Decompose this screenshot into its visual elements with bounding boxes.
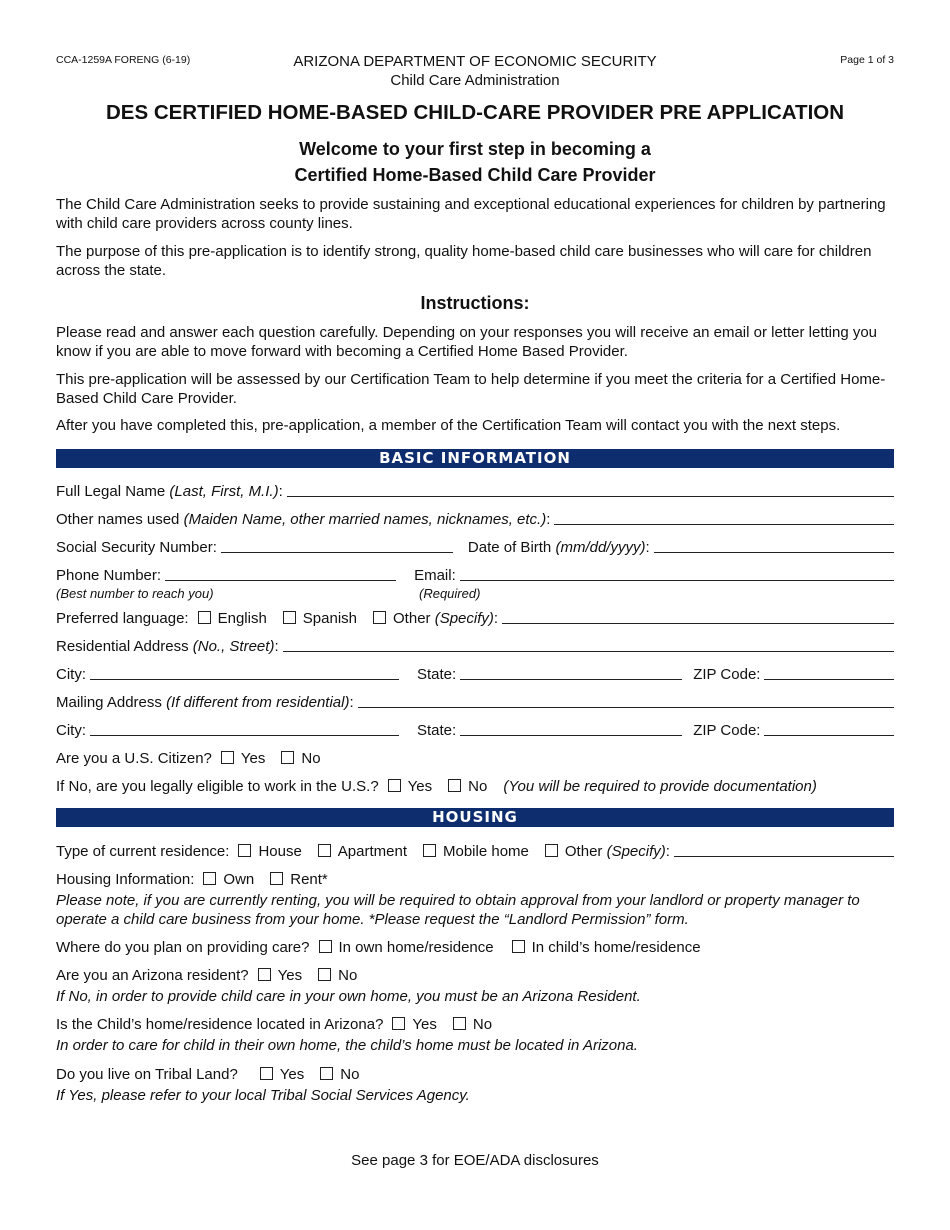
child-home-az-no-checkbox[interactable] bbox=[453, 1017, 466, 1030]
footer-disclosure: See page 3 for EOE/ADA disclosures bbox=[351, 1152, 599, 1169]
az-resident-yes-label: Yes bbox=[277, 967, 303, 984]
instructions-paragraph-3: After you have completed this, pre-application, a member of the Certification Team will contact you with the next steps. bbox=[56, 417, 841, 434]
residential-city-row bbox=[56, 661, 894, 683]
residential-state-field[interactable] bbox=[460, 678, 682, 680]
intro-paragraph-1: The Child Care Administration seeks to provide sustaining and exceptional educational experiences for children by partnering with child care providers across county lines. bbox=[56, 196, 886, 232]
residential-zip-label: ZIP Code: bbox=[693, 666, 761, 683]
az-resident-row bbox=[56, 962, 894, 984]
full-name-hint: (Last, First, M.I.) bbox=[169, 483, 279, 500]
child-home-label: In child’s home/residence bbox=[531, 939, 701, 956]
az-resident-yes-checkbox[interactable] bbox=[258, 968, 271, 981]
dob-label: Date of Birth bbox=[467, 539, 552, 556]
housing-info-label: Housing Information: bbox=[56, 871, 195, 888]
division-name: Child Care Administration bbox=[390, 72, 560, 89]
phone-label: Phone Number: bbox=[56, 567, 162, 584]
spanish-label: Spanish bbox=[302, 610, 358, 627]
tribal-note: If Yes, please refer to your local Tribal Social Services Agency. bbox=[56, 1087, 470, 1104]
section-header-basic-information: BASIC INFORMATION bbox=[56, 449, 894, 468]
page-title: DES CERTIFIED HOME-BASED CHILD-CARE PROVIDER PRE APPLICATION bbox=[105, 101, 845, 124]
spanish-checkbox[interactable] bbox=[283, 611, 296, 624]
citizen-yes-label: Yes bbox=[240, 750, 266, 767]
section-header-housing: HOUSING bbox=[56, 808, 894, 827]
language-row: Preferred language: English Spanish Other (Specify) : bbox=[56, 605, 894, 627]
eligible-no-label: No bbox=[468, 778, 488, 795]
mailing-state-field[interactable] bbox=[460, 734, 682, 736]
full-name-row: Full Legal Name (Last, First, M.I.) : bbox=[56, 478, 894, 500]
other-residence-specify: (Specify) bbox=[606, 843, 666, 860]
child-home-az-yes-checkbox[interactable] bbox=[392, 1017, 405, 1030]
tribal-no-label: No bbox=[340, 1066, 360, 1083]
child-home-az-no-label: No bbox=[472, 1016, 493, 1033]
own-home-label: In own home/residence bbox=[338, 939, 494, 956]
department-name: ARIZONA DEPARTMENT OF ECONOMIC SECURITY bbox=[293, 53, 657, 70]
language-label: Preferred language: bbox=[56, 610, 189, 627]
residential-state-label: State: bbox=[417, 666, 457, 683]
housing-info-row bbox=[56, 866, 894, 888]
tribal-no-checkbox[interactable] bbox=[320, 1067, 333, 1080]
other-language-field[interactable] bbox=[502, 622, 894, 624]
tribal-yes-label: Yes bbox=[279, 1066, 305, 1083]
dob-hint: (mm/dd/yyyy) bbox=[555, 539, 646, 556]
eligible-note: (You will be required to provide documentation) bbox=[503, 778, 817, 795]
az-resident-no-checkbox[interactable] bbox=[318, 968, 331, 981]
email-label: Email: bbox=[414, 567, 456, 584]
own-label: Own bbox=[223, 871, 255, 888]
child-home-checkbox[interactable] bbox=[512, 940, 525, 953]
form-id: CCA-1259A FORENG (6-19) bbox=[56, 54, 191, 66]
full-name-label: Full Legal Name bbox=[56, 483, 166, 500]
mailing-city-field[interactable] bbox=[90, 734, 399, 736]
other-residence-label: Other bbox=[564, 843, 603, 860]
apartment-label: Apartment bbox=[337, 843, 407, 860]
phone-hint: (Best number to reach you) bbox=[56, 586, 214, 601]
mailing-address-hint: (If different from residential) bbox=[166, 694, 350, 711]
eligible-yes-checkbox[interactable] bbox=[388, 779, 401, 792]
mailing-address-field[interactable] bbox=[358, 706, 894, 708]
residential-city-field[interactable] bbox=[90, 678, 399, 680]
child-home-az-yes-label: Yes bbox=[412, 1016, 437, 1033]
full-name-field[interactable] bbox=[287, 495, 894, 497]
other-language-specify: (Specify) bbox=[434, 610, 494, 627]
other-names-row: Other names used (Maiden Name, other married names, nicknames, etc.) : bbox=[56, 506, 894, 528]
instructions-heading: Instructions: bbox=[420, 293, 530, 313]
care-location-row bbox=[56, 934, 894, 956]
tribal-yes-checkbox[interactable] bbox=[260, 1067, 273, 1080]
residential-address-hint: (No., Street) bbox=[192, 638, 275, 655]
care-location-question: Where do you plan on providing care? bbox=[56, 939, 310, 956]
tribal-question: Do you live on Tribal Land? bbox=[56, 1066, 238, 1083]
az-resident-note: If No, in order to provide child care in your own home, you must be an Arizona Resident. bbox=[56, 988, 641, 1005]
citizen-row bbox=[56, 745, 894, 767]
instructions-paragraph-1: Please read and answer each question carefully. Depending on your responses you will receive an email or letter letting you know if you are able to move forward with becoming a Certified Home Based Provider. bbox=[56, 324, 878, 360]
welcome-line-2: Certified Home-Based Child Care Provider bbox=[294, 165, 656, 185]
other-language-checkbox[interactable] bbox=[373, 611, 386, 624]
residential-address-label: Residential Address bbox=[56, 638, 189, 655]
phone-email-row bbox=[56, 562, 894, 584]
dob-field[interactable] bbox=[654, 551, 894, 553]
eligible-no-checkbox[interactable] bbox=[448, 779, 461, 792]
own-home-checkbox[interactable] bbox=[319, 940, 332, 953]
mailing-address-label: Mailing Address bbox=[56, 694, 162, 711]
apartment-checkbox[interactable] bbox=[318, 844, 331, 857]
ssn-label: Social Security Number: bbox=[56, 539, 217, 556]
rent-note: Please note, if you are currently renting, you will be required to obtain approval from your landlord or property manager to operate a child care business from your home. *Please request the “Landlord Permission” form. bbox=[56, 892, 860, 928]
ssn-field[interactable] bbox=[221, 551, 453, 553]
mobile-home-checkbox[interactable] bbox=[423, 844, 436, 857]
mailing-zip-label: ZIP Code: bbox=[693, 722, 761, 739]
email-hint: (Required) bbox=[419, 586, 481, 601]
residence-type-label: Type of current residence: bbox=[56, 843, 230, 860]
mailing-city-row bbox=[56, 717, 894, 739]
child-home-az-note: In order to care for child in their own home, the child’s home must be located in Arizona. bbox=[56, 1037, 638, 1054]
page-number: Page 1 of 3 bbox=[840, 54, 894, 66]
residence-type-row: Type of current residence: House Apartment Mobile home Other (Specify) : bbox=[56, 838, 894, 860]
residential-address-row: Residential Address (No., Street) : bbox=[56, 633, 894, 655]
ssn-dob-row: Social Security Number: Date of Birth (mm/dd/yyyy) : bbox=[56, 534, 894, 556]
mailing-address-row: Mailing Address (If different from residential) : bbox=[56, 689, 894, 711]
mailing-zip-field[interactable] bbox=[764, 734, 894, 736]
rent-checkbox[interactable] bbox=[270, 872, 283, 885]
eligible-question: If No, are you legally eligible to work in the U.S.? bbox=[56, 778, 379, 795]
mailing-state-label: State: bbox=[417, 722, 457, 739]
own-checkbox[interactable] bbox=[203, 872, 216, 885]
phone-field[interactable] bbox=[165, 579, 396, 581]
citizen-no-label: No bbox=[301, 750, 321, 767]
citizen-yes-checkbox[interactable] bbox=[221, 751, 234, 764]
eligible-yes-label: Yes bbox=[407, 778, 433, 795]
instructions-paragraph-2: This pre-application will be assessed by our Certification Team to help determine if you meet the criteria for a Certified Home-Based Child Care Provider. bbox=[56, 371, 886, 407]
mobile-home-label: Mobile home bbox=[443, 843, 529, 860]
other-residence-checkbox[interactable] bbox=[545, 844, 558, 857]
residential-city-label: City: bbox=[56, 666, 86, 683]
welcome-line-1: Welcome to your first step in becoming a bbox=[299, 139, 651, 159]
tribal-row bbox=[56, 1061, 894, 1083]
email-field[interactable] bbox=[460, 579, 894, 581]
child-home-az-question: Is the Child’s home/residence located in Arizona? bbox=[56, 1016, 384, 1033]
eligible-row bbox=[56, 773, 894, 795]
residential-address-field[interactable] bbox=[283, 650, 894, 652]
az-resident-no-label: No bbox=[338, 967, 358, 984]
other-names-hint: (Maiden Name, other married names, nicknames, etc.) bbox=[183, 511, 547, 528]
house-checkbox[interactable] bbox=[238, 844, 251, 857]
house-label: House bbox=[258, 843, 302, 860]
residential-zip-field[interactable] bbox=[764, 678, 894, 680]
intro-paragraph-2: The purpose of this pre-application is to identify strong, quality home-based child care businesses who will care for children across the state. bbox=[56, 243, 872, 279]
az-resident-question: Are you an Arizona resident? bbox=[56, 967, 249, 984]
rent-label: Rent* bbox=[290, 871, 328, 888]
english-label: English bbox=[217, 610, 267, 627]
english-checkbox[interactable] bbox=[198, 611, 211, 624]
citizen-question: Are you a U.S. Citizen? bbox=[56, 750, 212, 767]
child-home-az-row bbox=[56, 1011, 894, 1033]
other-language-label: Other bbox=[393, 610, 431, 627]
other-residence-field[interactable] bbox=[674, 855, 894, 857]
other-names-field[interactable] bbox=[554, 523, 894, 525]
mailing-city-label: City: bbox=[56, 722, 86, 739]
other-names-label: Other names used bbox=[56, 511, 180, 528]
citizen-no-checkbox[interactable] bbox=[281, 751, 294, 764]
